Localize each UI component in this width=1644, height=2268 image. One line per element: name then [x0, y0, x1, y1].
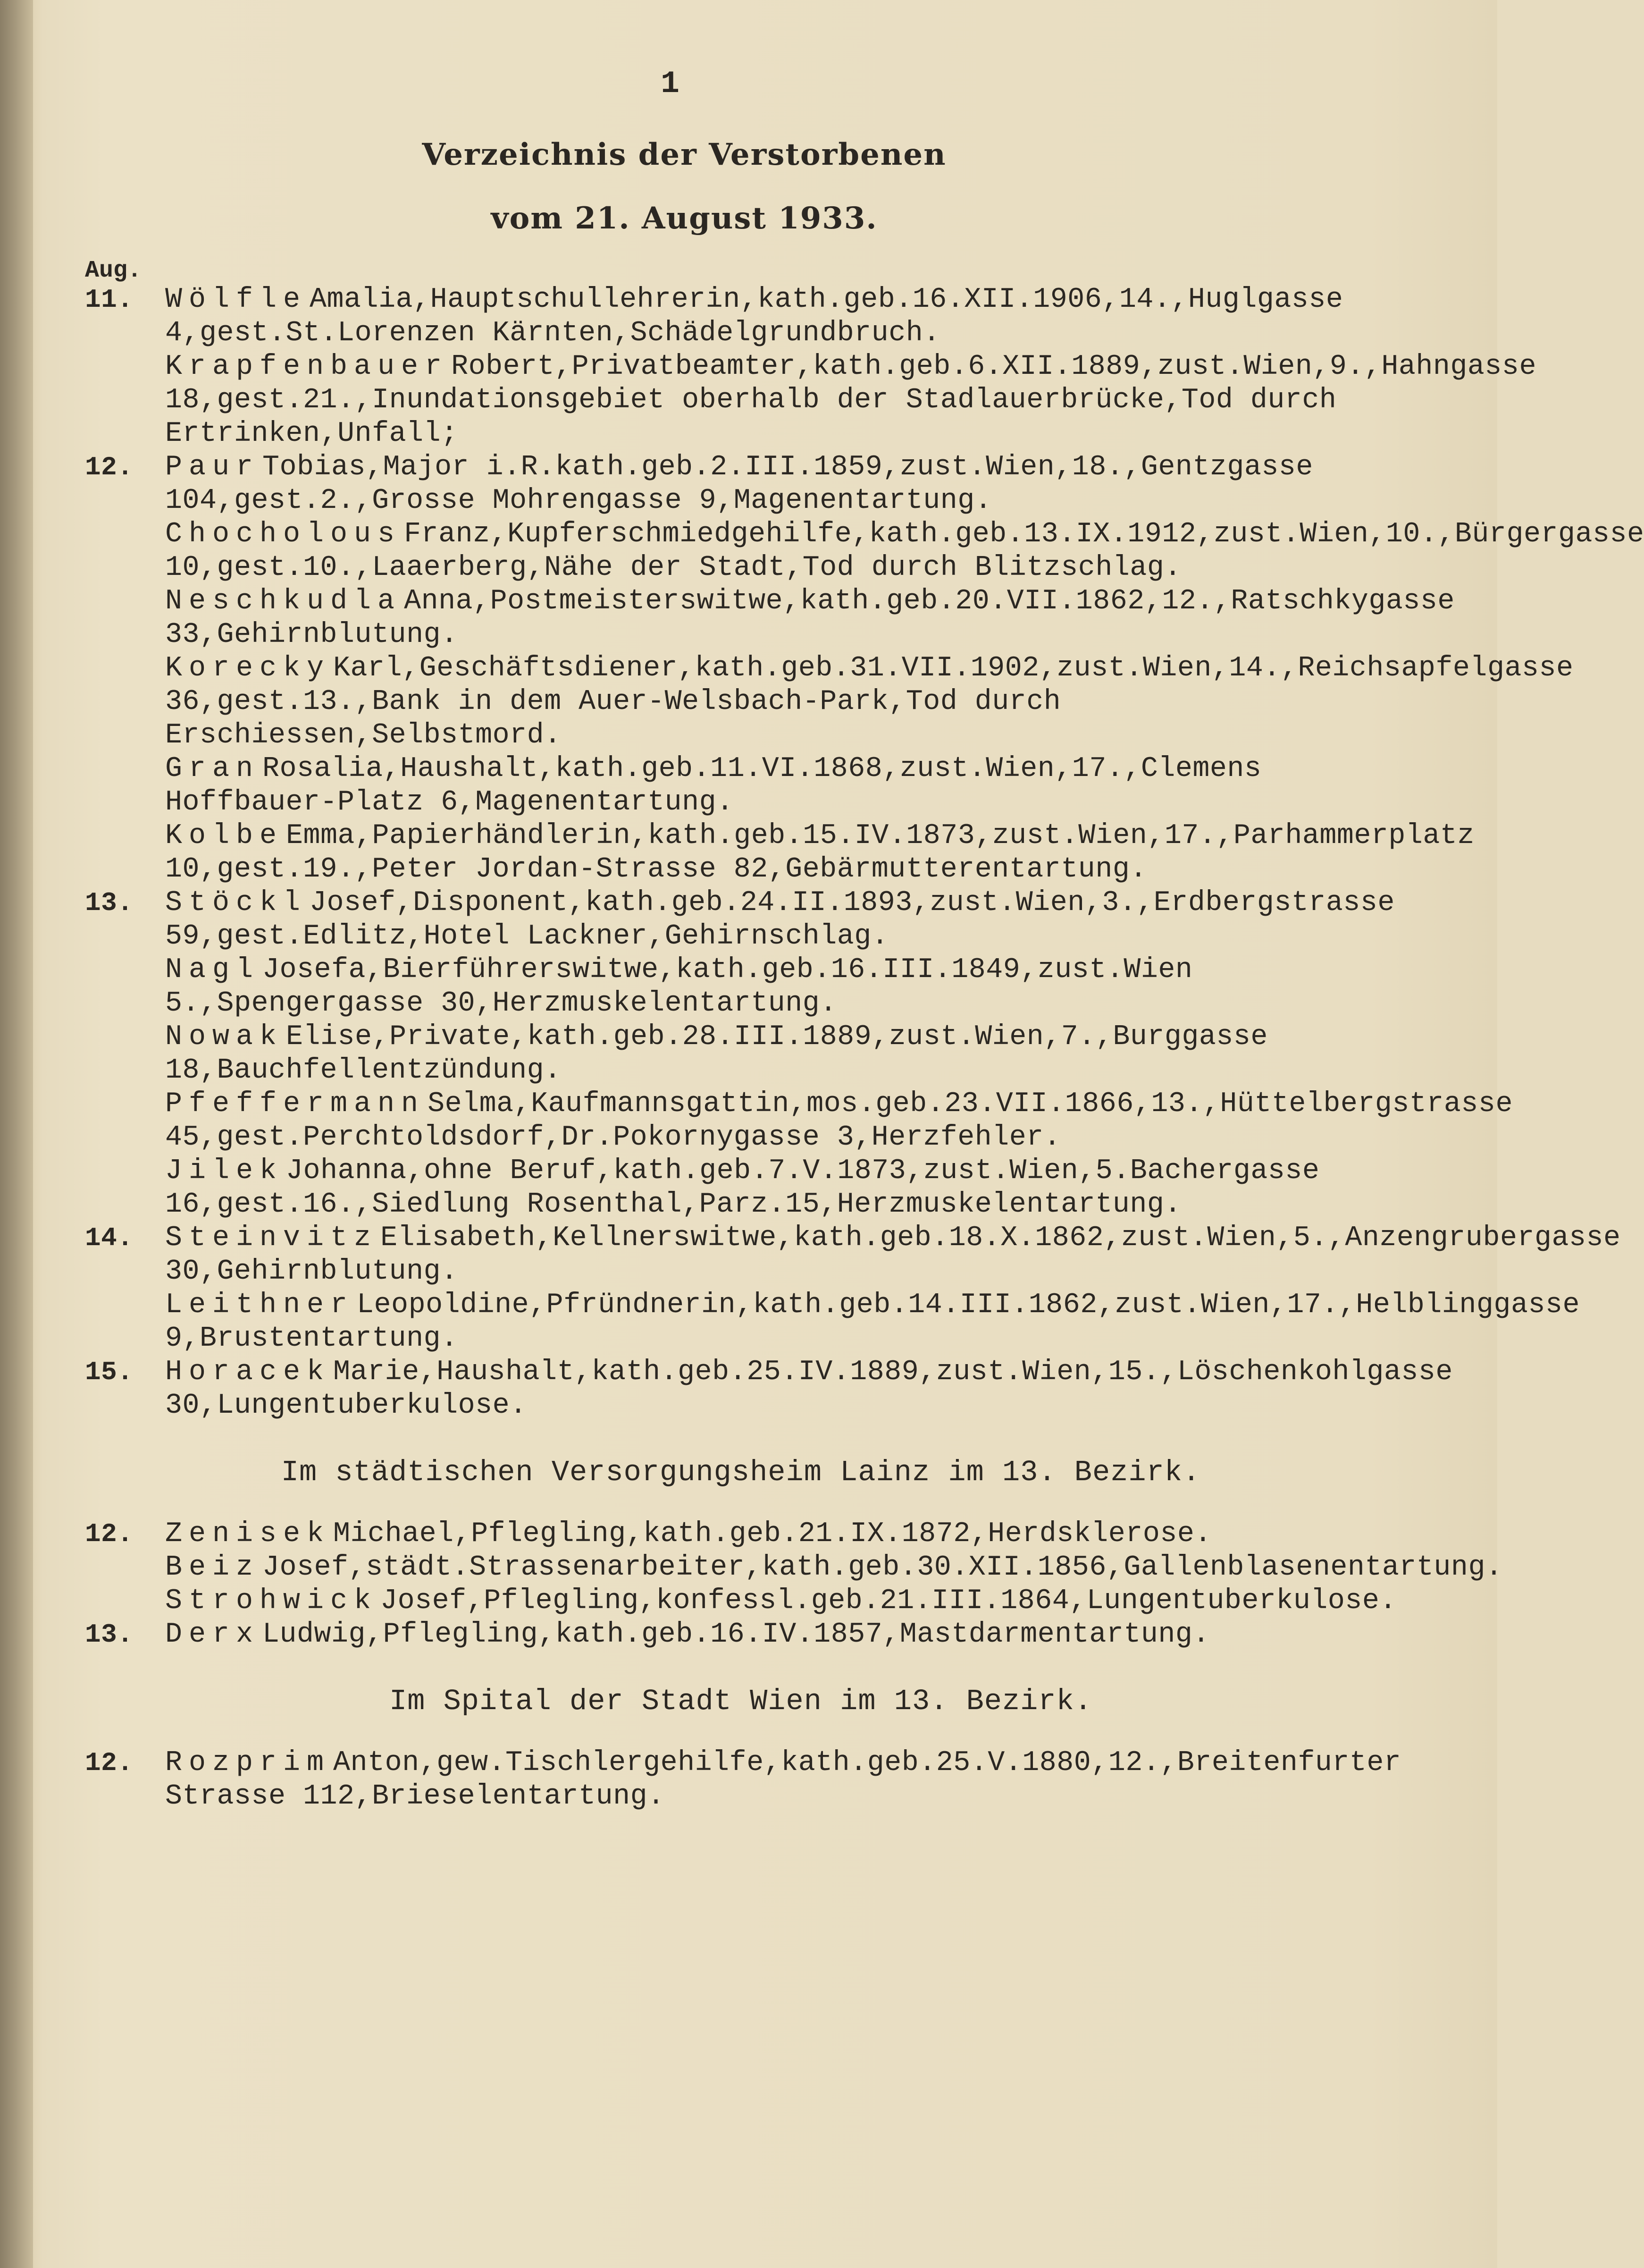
entry-surname: Horacek: [165, 1356, 331, 1388]
entry-day: [85, 953, 165, 1020]
entry: [85, 350, 1536, 451]
entry-day: 15.: [85, 1357, 134, 1387]
entry-details: Emma,Papierhändlerin,kath.geb.15.IV.1873,zust.Wien,17.,Parhammerplatz 10,gest.19.,Peter Jordan-Strasse 82,Gebärmutterentartung.: [165, 820, 1475, 885]
entry-surname: Chocholous: [165, 518, 402, 550]
binding-gutter: [0, 0, 33, 2268]
entry-day: 12.: [85, 1519, 134, 1549]
page-number: 1: [661, 66, 679, 101]
entry-surname: Nowak: [165, 1021, 284, 1053]
entry-details: Elise,Private,kath.geb.28.III.1889,zust.Wien,7.,Burggasse 18,Bauchfellentzündung.: [165, 1021, 1268, 1087]
document-title: Verzeichnis der Verstorbenen: [422, 137, 947, 172]
entry-surname: Stöckl: [165, 887, 307, 919]
entry: [85, 1088, 1513, 1155]
entry-details: Karl,Geschäftsdiener,kath.geb.31.VII.1902,zust.Wien,14.,Reichsapfelgasse 36,gest.13.,Bank in dem Auer-Welsbach-Park,Tod durch Erschiessen,Selbstmord.: [165, 652, 1574, 751]
entry: [85, 953, 1434, 1020]
entry-day: [85, 1155, 165, 1222]
entry: [85, 652, 1574, 752]
entry: [85, 1155, 1434, 1222]
entry-details: Leopoldine,Pfründnerin,kath.geb.14.III.1862,zust.Wien,17.,Helblinggasse 9,Brustentartung.: [165, 1289, 1580, 1355]
entry-day: [85, 1020, 165, 1088]
entry-details: Josef,städt.Strassenarbeiter,kath.geb.30.XII.1856,Gallenblasenentartung.: [262, 1551, 1503, 1584]
entry-day: 13.: [85, 888, 134, 918]
entry-surname: Strohwick: [165, 1585, 378, 1617]
entry: [85, 819, 1475, 886]
entry-day: [85, 1585, 165, 1618]
entry-surname: Derx: [165, 1619, 260, 1651]
entry-day: 13.: [85, 1619, 134, 1650]
entry-day: [85, 752, 165, 819]
entry: [85, 1618, 1434, 1652]
entry: [85, 451, 1434, 518]
entry-surname: Korecky: [165, 652, 331, 684]
entry: [85, 1222, 1621, 1289]
entry-day: 12.: [85, 1748, 134, 1778]
entry-day: [85, 585, 165, 652]
entry-surname: Neschkudla: [165, 585, 402, 617]
entry: [85, 518, 1644, 585]
entry: [85, 1289, 1580, 1356]
entry-details: Franz,Kupferschmiedgehilfe,kath.geb.13.IX.1912,zust.Wien,10.,Bürgergasse 10,gest.10.,Laaerberg,Nähe der Stadt,Tod durch Blitzschlag.: [165, 518, 1644, 584]
entry-surname: Steinvitz: [165, 1222, 378, 1254]
entry: [85, 1585, 1434, 1618]
entry-day: [85, 1289, 165, 1356]
entry-details: Elisabeth,Kellnerswitwe,kath.geb.18.X.1862,zust.Wien,5.,Anzengrubergasse 30,Gehirnblutung.: [165, 1222, 1621, 1288]
entry: [85, 1356, 1453, 1423]
entry-details: Josef,Disponent,kath.geb.24.II.1893,zust.Wien,3.,Erdbergstrasse 59,gest.Edlitz,Hotel Lackner,Gehirnschlag.: [165, 887, 1395, 953]
entry-day: 12.: [85, 452, 134, 482]
entry: [85, 585, 1455, 652]
entry-details: Tobias,Major i.R.kath.geb.2.III.1859,zust.Wien,18.,Gentzgasse 104,gest.2.,Grosse Mohrengasse 9,Magenentartung.: [165, 451, 1313, 517]
entry-day: 11.: [85, 285, 134, 315]
document-date: vom 21. August 1933.: [491, 201, 878, 236]
entry-day: [85, 518, 165, 585]
entry-surname: Paur: [165, 451, 260, 483]
entry-day: [85, 1088, 165, 1155]
entry: [85, 1020, 1434, 1088]
entry-day: 14.: [85, 1223, 134, 1253]
entry-surname: Pfeffermann: [165, 1088, 425, 1120]
entry-surname: Zenisek: [165, 1518, 331, 1550]
entry-surname: Wölfle: [165, 284, 307, 316]
entry: [85, 1746, 1434, 1813]
entry-surname: Jilek: [165, 1155, 284, 1187]
entry-details: Selma,Kaufmannsgattin,mos.geb.23.VII.1866,13.,Hüttelbergstrasse 45,gest.Perchtoldsdorf,Dr.Pokornygasse 3,Herzfehler.: [165, 1088, 1513, 1154]
entries-list: [85, 283, 1644, 1813]
entry-surname: Beiz: [165, 1551, 260, 1584]
month-label: Aug.: [85, 257, 142, 284]
entry-day: [85, 819, 165, 886]
section-heading-lainz: Im städtischen Versorgungsheim Lainz im 13. Bezirk.: [281, 1456, 1201, 1489]
entry-day: [85, 350, 165, 451]
section-heading-spital: Im Spital der Stadt Wien im 13. Bezirk.: [389, 1685, 1093, 1718]
entry-details: Rosalia,Haushalt,kath.geb.11.VI.1868,zust.Wien,17.,Clemens Hoffbauer-Platz 6,Magenentartung.: [165, 753, 1262, 818]
entry-details: Johanna,ohne Beruf,kath.geb.7.V.1873,zust.Wien,5.Bachergasse 16,gest.16.,Siedlung Rosenthal,Parz.15,Herzmuskelentartung.: [165, 1155, 1320, 1221]
entry-details: Josefa,Bierführerswitwe,kath.geb.16.III.1849,zust.Wien 5.,Spengergasse 30,Herzmuskelentartung.: [165, 954, 1193, 1020]
entry-details: Anton,gew.Tischlergehilfe,kath.geb.25.V.1880,12.,Breitenfurter Strasse 112,Brieselentartung.: [165, 1747, 1401, 1813]
entry-details: Amalia,Hauptschullehrerin,kath.geb.16.XII.1906,14.,Huglgasse 4,gest.St.Lorenzen Kärnten,Schädelgrundbruch.: [165, 284, 1343, 349]
entry-day: [85, 1551, 165, 1585]
entry-surname: Kolbe: [165, 820, 284, 852]
entry: [85, 886, 1434, 953]
entry: [85, 752, 1434, 819]
entry: [85, 1551, 1503, 1585]
entry: [85, 283, 1434, 350]
entry-day: [85, 652, 165, 752]
entry-details: Marie,Haushalt,kath.geb.25.IV.1889,zust.Wien,15.,Löschenkohlgasse 30,Lungentuberkulose.: [165, 1356, 1453, 1422]
entry-details: Josef,Pflegling,konfessl.geb.21.III.1864,Lungentuberkulose.: [380, 1585, 1397, 1617]
entry-surname: Nagl: [165, 954, 260, 986]
entry-details: Robert,Privatbeamter,kath.geb.6.XII.1889,zust.Wien,9.,Hahngasse 18,gest.21.,Inundationsgebiet oberhalb der Stadlauerbrücke,Tod durch Ertrinken,Unfall;: [165, 351, 1536, 450]
entry-surname: Rozprim: [165, 1747, 331, 1779]
entry-surname: Leithner: [165, 1289, 354, 1321]
entry-details: Michael,Pflegling,kath.geb.21.IX.1872,Herdsklerose.: [333, 1518, 1212, 1550]
entry-surname: Krapfenbauer: [165, 351, 449, 383]
entry: [85, 1518, 1434, 1551]
entry-details: Anna,Postmeisterswitwe,kath.geb.20.VII.1862,12.,Ratschkygasse 33,Gehirnblutung.: [165, 585, 1455, 651]
entry-surname: Gran: [165, 753, 260, 785]
entry-details: Ludwig,Pflegling,kath.geb.16.IV.1857,Mastdarmentartung.: [262, 1619, 1210, 1651]
